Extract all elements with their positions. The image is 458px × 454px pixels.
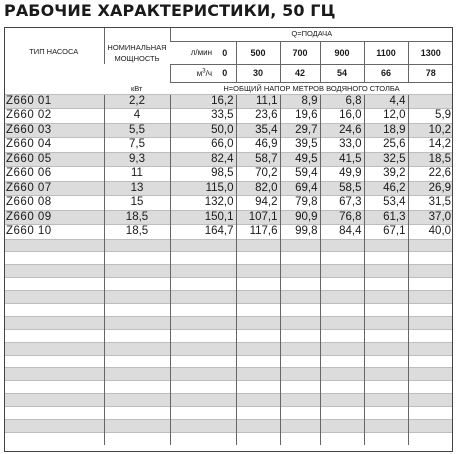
pump-type-header: ТИП НАСОСА xyxy=(29,47,79,56)
head-value-cell: 69,4 xyxy=(280,181,320,196)
head-value-cell: 67,1 xyxy=(364,225,408,240)
pump-model-cell: Z660 09 xyxy=(4,210,104,225)
rated-power-cell: 18,5 xyxy=(104,210,170,225)
head-value-cell: 53,4 xyxy=(364,196,408,211)
rated-power-cell: 13 xyxy=(104,181,170,196)
page-title: РАБОЧИЕ ХАРАКТЕРИСТИКИ, 50 ГЦ xyxy=(4,1,336,20)
flow-m3h-value: 78 xyxy=(408,64,453,82)
head-value-cell: 67,3 xyxy=(320,196,364,211)
head-value-cell: 132,0 xyxy=(170,196,236,211)
head-value-cell: 70,2 xyxy=(236,167,280,182)
rated-power-header: НОМИНАЛЬНАЯ МОЩНОСТЬ xyxy=(104,27,170,64)
head-value-cell: 115,0 xyxy=(170,181,236,196)
power-unit: кВт xyxy=(131,83,143,93)
pump-model-cell: Z660 08 xyxy=(4,196,104,211)
flow-m3h-value: 30 xyxy=(236,64,280,82)
head-value-cell: 19,6 xyxy=(280,109,320,124)
head-value-cell: 66,0 xyxy=(170,138,236,153)
head-value-cell: 39,2 xyxy=(364,167,408,182)
flow-lmin-value: 900 xyxy=(320,41,364,64)
head-value-cell: 10,2 xyxy=(408,123,453,138)
head-value-cell: 98,5 xyxy=(170,167,236,182)
flow-lmin-value: 500 xyxy=(236,41,280,64)
head-value-cell: 33,5 xyxy=(170,109,236,124)
head-label: H=ОБЩИЙ НАПОР МЕТРОВ ВОДЯНОГО СТОЛБА xyxy=(170,82,453,94)
rated-power-cell: 2,2 xyxy=(104,94,170,109)
rated-power-cell: 4 xyxy=(104,109,170,124)
pump-model-cell: Z660 04 xyxy=(4,138,104,153)
head-value-cell: 31,5 xyxy=(408,196,453,211)
head-value-cell: 32,5 xyxy=(364,152,408,167)
head-value-cell: 11,1 xyxy=(236,94,280,109)
flow-m3h-value: 54 xyxy=(320,64,364,82)
pump-model-cell: Z660 01 xyxy=(4,94,104,109)
pump-model-cell: Z660 03 xyxy=(4,123,104,138)
head-value-cell: 35,4 xyxy=(236,123,280,138)
head-value-cell: 8,9 xyxy=(280,94,320,109)
unit-lmin: л/мин xyxy=(170,41,214,64)
head-value-cell: 94,2 xyxy=(236,196,280,211)
flow-m3h-value: 0 xyxy=(214,64,236,82)
rated-power-cell: 18,5 xyxy=(104,225,170,240)
head-value-cell: 46,2 xyxy=(364,181,408,196)
head-value-cell: 23,6 xyxy=(236,109,280,124)
head-value-cell: 50,0 xyxy=(170,123,236,138)
head-value-cell: 164,7 xyxy=(170,225,236,240)
pump-model-cell: Z660 10 xyxy=(4,225,104,240)
head-value-cell: 150,1 xyxy=(170,210,236,225)
head-value-cell: 29,7 xyxy=(280,123,320,138)
rated-power-cell: 7,5 xyxy=(104,138,170,153)
head-value-cell: 79,8 xyxy=(280,196,320,211)
table-frame xyxy=(4,27,453,452)
rated-power-cell: 11 xyxy=(104,167,170,182)
head-value-cell: 12,0 xyxy=(364,109,408,124)
rated-power-cell: 9,3 xyxy=(104,152,170,167)
flow-header: Q=ПОДАЧА xyxy=(170,27,453,41)
head-value-cell: 58,7 xyxy=(236,152,280,167)
head-value-cell: 49,9 xyxy=(320,167,364,182)
pump-model-cell: Z660 02 xyxy=(4,109,104,124)
head-value-cell: 24,6 xyxy=(320,123,364,138)
flow-m3h-value: 66 xyxy=(364,64,408,82)
head-value-cell: 4,4 xyxy=(364,94,408,109)
head-value-cell: 18,5 xyxy=(408,152,453,167)
flow-lmin-value: 1100 xyxy=(364,41,408,64)
head-value-cell: 26,9 xyxy=(408,181,453,196)
head-value-cell: 5,9 xyxy=(408,109,453,124)
head-value-cell: 39,5 xyxy=(280,138,320,153)
rated-power-cell: 15 xyxy=(104,196,170,211)
head-value-cell: 46,9 xyxy=(236,138,280,153)
head-value-cell: 22,6 xyxy=(408,167,453,182)
head-value-cell: 33,0 xyxy=(320,138,364,153)
rated-power-cell: 5,5 xyxy=(104,123,170,138)
head-value-cell: 61,3 xyxy=(364,210,408,225)
head-value-cell: 99,8 xyxy=(280,225,320,240)
head-value-cell: 117,6 xyxy=(236,225,280,240)
head-value-cell: 58,5 xyxy=(320,181,364,196)
head-value-cell: 41,5 xyxy=(320,152,364,167)
head-value-cell: 16,0 xyxy=(320,109,364,124)
head-value-cell: 59,4 xyxy=(280,167,320,182)
head-value-cell: 14,2 xyxy=(408,138,453,153)
pump-model-cell: Z660 05 xyxy=(4,152,104,167)
unit-m3h: $м^3/ч$ xyxy=(170,64,214,82)
head-value-cell: 90,9 xyxy=(280,210,320,225)
flow-m3h-value: 42 xyxy=(280,64,320,82)
flow-lmin-value: 1300 xyxy=(408,41,453,64)
pump-model-cell: Z660 06 xyxy=(4,167,104,182)
head-value-cell: 18,9 xyxy=(364,123,408,138)
head-value-cell: 6,8 xyxy=(320,94,364,109)
head-value-cell: 82,4 xyxy=(170,152,236,167)
flow-lmin-value: 700 xyxy=(280,41,320,64)
head-value-cell: 76,8 xyxy=(320,210,364,225)
head-value-cell: 16,2 xyxy=(170,94,236,109)
head-value-cell: 40,0 xyxy=(408,225,453,240)
flow-lmin-value: 0 xyxy=(214,41,236,64)
head-value-cell: 49,5 xyxy=(280,152,320,167)
head-value-cell: 107,1 xyxy=(236,210,280,225)
head-value-cell: 37,0 xyxy=(408,210,453,225)
head-value-cell: 25,6 xyxy=(364,138,408,153)
head-value-cell: 84,4 xyxy=(320,225,364,240)
pump-model-cell: Z660 07 xyxy=(4,181,104,196)
head-value-cell: 82,0 xyxy=(236,181,280,196)
